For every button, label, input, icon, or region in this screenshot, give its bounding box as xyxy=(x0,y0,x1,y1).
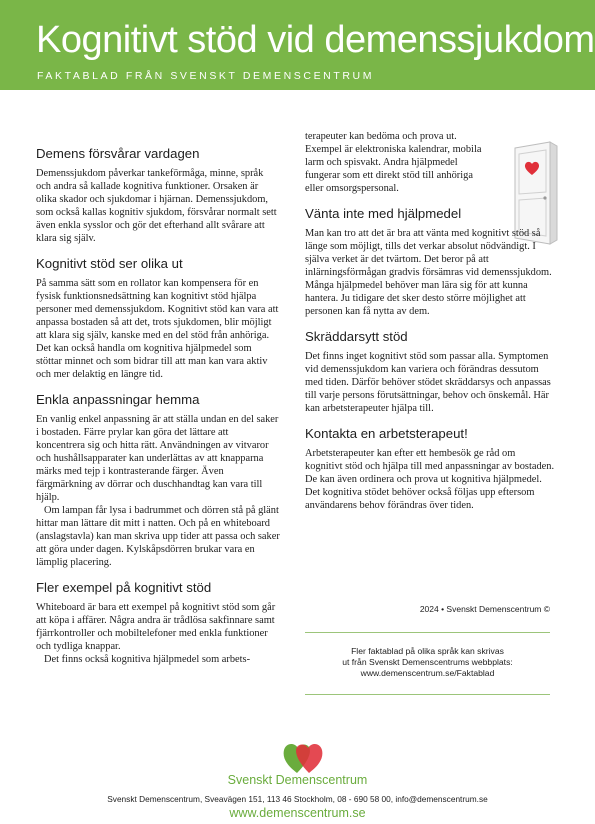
section-kontakta xyxy=(305,426,555,512)
section-paragraph: Arbetsterapeuter kan efter ett hembesök ge råd om kognitivt stöd och hjälpa till med anpassningar av bostaden. De kan även ordinera och prova ut kognitiva hjälpmedel. Det kognitiva stödet behöver också följas upp eftersom användarens behov förändras över tiden. xyxy=(305,448,555,511)
section-paragraph: Whiteboard är bara ett exempel på kognitivt stöd som går att köpa i affärer. Några andra är trådlösa sakfinnare samt fjärrkontroller och mobiltelefoner med enkla funktioner och tydliga knappar. xyxy=(36,602,276,652)
section-enkla-anpassningar xyxy=(36,392,280,569)
section-paragraph: På samma sätt som en rollator kan kompensera för en fysisk funktionsnedsättning kan kognitivt stöd hjälpa personer med demenssjukdom. Kognitivt stöd kan vara att anpassa bostaden så att det, trots sjukdomen, blir möjligt att klara sig själv, kanske med en del stöd från anhöriga. Det kan också handla om kognitiva hjälpmedel som stöttar minnet och som bidrar till att man kan vara aktiv och mer delaktig en längre tid. xyxy=(36,278,279,380)
divider xyxy=(305,632,550,633)
section-skraddarsytt xyxy=(305,329,555,415)
section-heading: Kontakta en arbetsterapeut! xyxy=(305,426,468,441)
section-paragraph: Det finns inget kognitivt stöd som passar alla. Symptomen vid demenssjukdom kan variera och förändras dessutom med tiden. Därför behöver stödet skräddarsys och anpassas till varje persons förutsättningar, behov och önskemål. Här kan arbetsterapeuter hjälpa till. xyxy=(305,351,551,414)
section-paragraph: Man kan tro att det är bra att vänta med kognitivt stöd så länge som möjligt, tills det verkar absolut nödvändigt. I själva verket är det tvärtom. Det beror på att inlärningsförmågan gradvis försämras vid demenssjukdom. Många hjälpmedel behöver man lära sig för att kunna hantera. Ju tidigare det sker desto större möjlighet att personen kan få nytta av dem. xyxy=(305,228,552,317)
section-heading: Kognitivt stöd ser olika ut xyxy=(36,256,183,271)
factsheet-line: ut från Svenskt Demenscentrums webbplats: xyxy=(342,657,513,667)
factsheet-info xyxy=(305,646,550,679)
organization-address: Svenskt Demenscentrum, Sveavägen 151, 113 46 Stockholm, 08 - 690 58 00, info@demenscentrum.se xyxy=(107,794,488,804)
header-banner xyxy=(0,0,595,90)
left-column xyxy=(36,146,280,677)
section-heading: Vänta inte med hjälpmedel xyxy=(305,206,462,221)
page-subtitle: FAKTABLAD FRÅN SVENSKT DEMENSCENTRUM xyxy=(37,70,375,82)
section-paragraph: Demenssjukdom påverkar tankeförmåga, minne, språk och andra så kallade kognitiva funktioner. Orsaken är olika skador och sjukdomar i hjärnan. Demenssjukdom, som också kallas kognitiv sjukdom, försvårar normalt sett även enkla sysslor och gör det efterhand allt svårare att klara sig själv. xyxy=(36,168,277,244)
factsheet-line: Fler faktablad på olika språk kan skrivas xyxy=(351,646,504,656)
organization-name: Svenskt Demenscentrum xyxy=(227,773,368,787)
section-heading: Fler exempel på kognitivt stöd xyxy=(36,580,212,595)
section-heading: Enkla anpassningar hemma xyxy=(36,392,200,407)
section-continued xyxy=(305,130,555,195)
divider xyxy=(305,694,550,695)
section-heading: Demens försvårar vardagen xyxy=(36,146,200,161)
section-paragraph: Det finns också kognitiva hjälpmedel som arbets- xyxy=(44,654,251,665)
right-column xyxy=(305,130,555,523)
section-paragraph: terapeuter kan bedöma och prova ut. Exempel är elektroniska kalendrar, mobila larm och spisvakt. Andra hjälpmedel fungerar som ett direkt stöd till anhöriga eller omsorgspersonal. xyxy=(305,131,482,194)
page-title: Kognitivt stöd vid demenssjukdom xyxy=(36,19,595,61)
heart-logo-icon xyxy=(281,735,325,775)
section-heading: Skräddarsytt stöd xyxy=(305,329,408,344)
section-vanta-inte xyxy=(305,206,555,318)
copyright-note: 2024 • Svenskt Demenscentrum © xyxy=(419,604,550,614)
section-kognitivt-stod-olika xyxy=(36,256,280,381)
section-paragraph: Om lampan får lysa i badrummet och dörren stå på glänt hittar man lättare dit mitt i natten. Och på en whiteboard (anslagstavla) kan man skriva upp tider att passa och saker att göra under dagen. Kylskåpsdörren brukar vara en lämplig placering. xyxy=(36,505,280,568)
factsheet-link[interactable]: www.demenscentrum.se/Faktablad xyxy=(360,668,495,678)
section-paragraph: En vanlig enkel anpassning är att ställa undan en del saker i bostaden. Färre prylar kan göra det lättare att koncentrera sig och hitta rätt. Användningen av vitvaror och hushållsapparater kan underlättas av att knapparna märks med tejp i kontrasterande färger. Även färgmärkning av dörrar och duschhandtag kan vara till hjälp. xyxy=(36,414,279,503)
website-link[interactable]: www.demenscentrum.se xyxy=(229,806,366,820)
section-fler-exempel xyxy=(36,580,280,666)
section-demens-forsvarar xyxy=(36,146,280,245)
